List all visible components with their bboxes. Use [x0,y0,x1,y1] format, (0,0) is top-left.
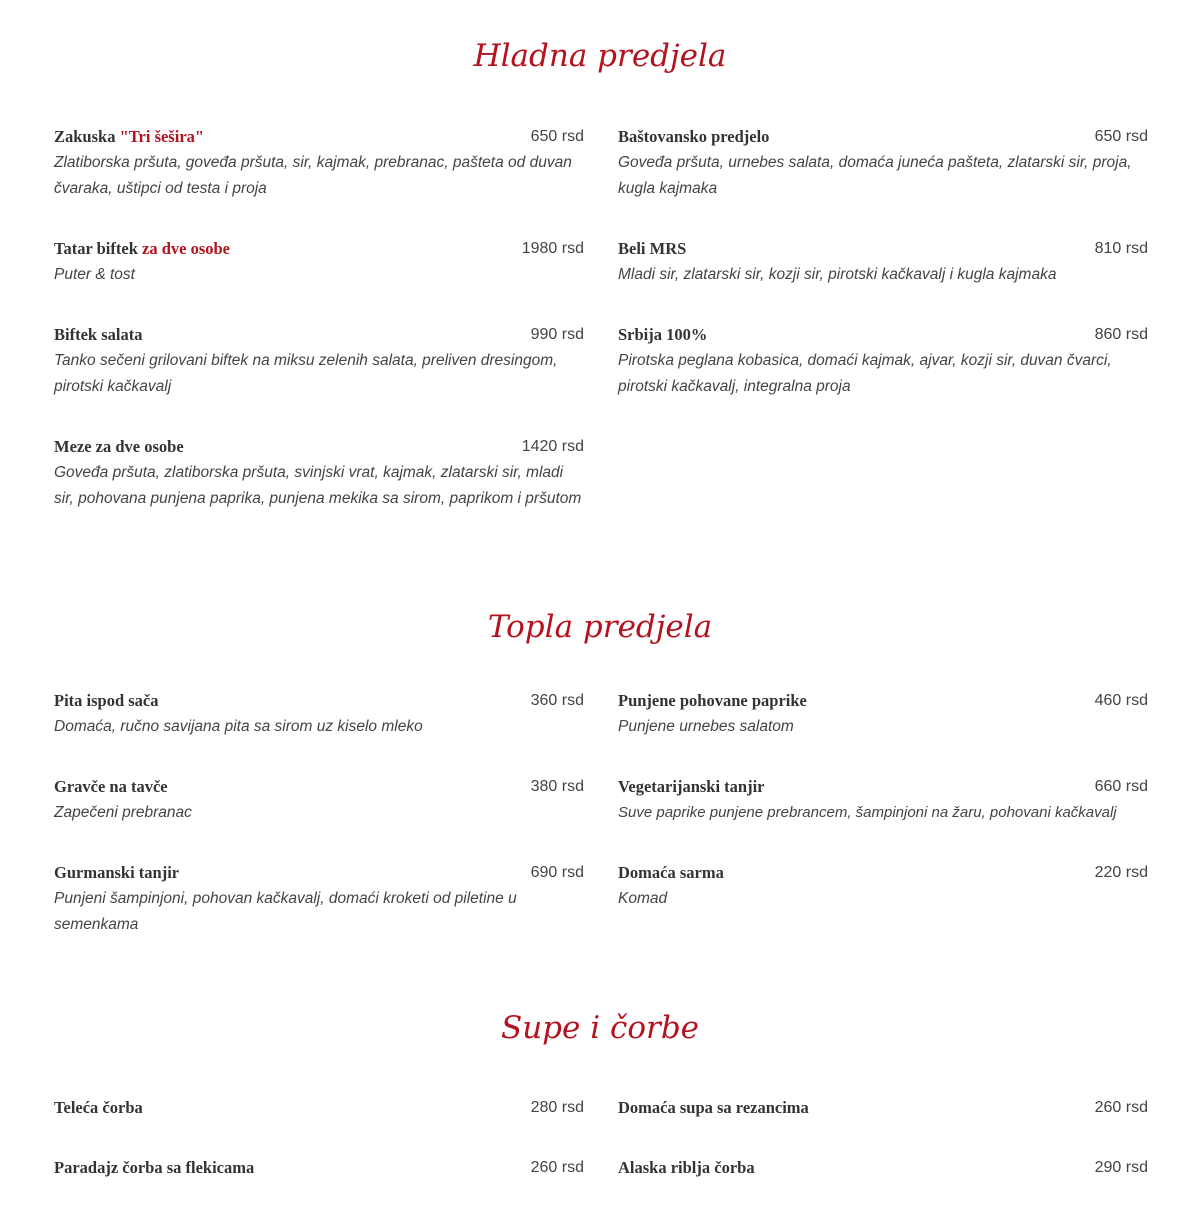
menu-item [618,774,1148,826]
item-description: Punjene urnebes salatom [618,718,794,735]
section-title-supe-i-corbe: Supe i čorbe [500,1010,700,1046]
item-price: 260 rsd [530,1159,584,1176]
item-price: 220 rsd [1094,864,1148,881]
section-title-topla-predjela: Topla predjela [487,609,713,645]
item-name: Teleća čorba [54,1098,143,1117]
menu-item [54,124,584,202]
menu-item [54,774,584,826]
menu-item [618,1095,1148,1121]
menu-item [618,124,1148,202]
item-price: 690 rsd [530,864,584,881]
item-name: Tatar biftek za dve osobe [54,239,231,258]
item-name: Gravče na tavče [54,777,168,796]
item-name: Pita ispod sača [54,691,159,710]
menu-item [54,434,584,512]
item-description: Puter & tost [54,266,135,283]
item-description: Komad [618,890,668,907]
item-price: 860 rsd [1094,326,1148,343]
item-description: Tanko sečeni grilovani biftek na miksu zelenih salata, preliven dresingom, pirotski kačkavalj [54,352,558,395]
menu-item [618,322,1148,400]
item-name: Meze za dve osobe [54,437,184,456]
menu-item [54,688,584,740]
item-name: Domaća sarma [618,863,724,882]
menu-item [618,688,1148,740]
item-description: Pirotska peglana kobasica, domaći kajmak, ajvar, kozji sir, duvan čvarci, pirotski kačkavalj, integralna proja [618,352,1112,395]
item-name: Paradajz čorba sa flekicama [54,1158,255,1177]
menu-item [54,322,584,400]
item-price: 660 rsd [1094,778,1148,795]
item-name-accent: "Tri šešira" [119,127,205,146]
menu-item [54,1155,584,1181]
menu-item [54,1095,584,1121]
menu-item [618,236,1148,288]
item-price: 380 rsd [530,778,584,795]
menu-item [618,1155,1148,1181]
section-title-hladna-predjela: Hladna predjela [473,38,727,74]
menu-item [54,860,584,938]
menu-item [54,236,584,288]
item-description: Mladi sir, zlatarski sir, kozji sir, pirotski kačkavalj i kugla kajmaka [618,266,1057,283]
item-price: 1420 rsd [521,438,584,455]
item-name: Srbija 100% [618,325,708,344]
item-description: Punjeni šampinjoni, pohovan kačkavalj, domaći kroketi od piletine u semenkama [54,890,517,933]
item-name: Beli MRS [618,239,687,258]
item-description: Domaća, ručno savijana pita sa sirom uz kiselo mleko [54,718,423,735]
item-name: Punjene pohovane paprike [618,691,807,710]
item-name: Gurmanski tanjir [54,863,180,882]
item-price: 460 rsd [1094,692,1148,709]
item-name: Vegetarijanski tanjir [618,777,765,796]
menu-item [618,860,1148,912]
item-price: 810 rsd [1094,240,1148,257]
item-name: Domaća supa sa rezancima [618,1098,809,1117]
item-name: Baštovansko predjelo [618,127,770,146]
item-price: 360 rsd [530,692,584,709]
item-name: Alaska riblja čorba [618,1158,755,1177]
item-price: 650 rsd [530,128,584,145]
item-price: 260 rsd [1094,1099,1148,1116]
item-name: Biftek salata [54,325,143,344]
item-price: 290 rsd [1094,1159,1148,1176]
item-price: 650 rsd [1094,128,1148,145]
item-description: Suve paprike punjene prebrancem, šampinjoni na žaru, pohovani kačkavalj [618,804,1117,821]
item-name-accent: za dve osobe [142,239,231,258]
item-description: Goveđa pršuta, zlatiborska pršuta, svinjski vrat, kajmak, zlatarski sir, mladi sir, pohovana punjena paprika, punjena mekika sa sirom, paprikom i pršutom [54,464,582,507]
item-price: 990 rsd [530,326,584,343]
item-description: Zapečeni prebranac [54,804,192,821]
item-description: Zlatiborska pršuta, goveđa pršuta, sir, kajmak, prebranac, pašteta od duvan čvaraka, uštipci od testa i proja [54,154,572,197]
item-description: Goveđa pršuta, urnebes salata, domaća juneća pašteta, zlatarski sir, proja, kugla kajmaka [618,154,1132,197]
item-price: 280 rsd [530,1099,584,1116]
item-price: 1980 rsd [521,240,584,257]
item-name: Zakuska "Tri šešira" [54,127,205,146]
